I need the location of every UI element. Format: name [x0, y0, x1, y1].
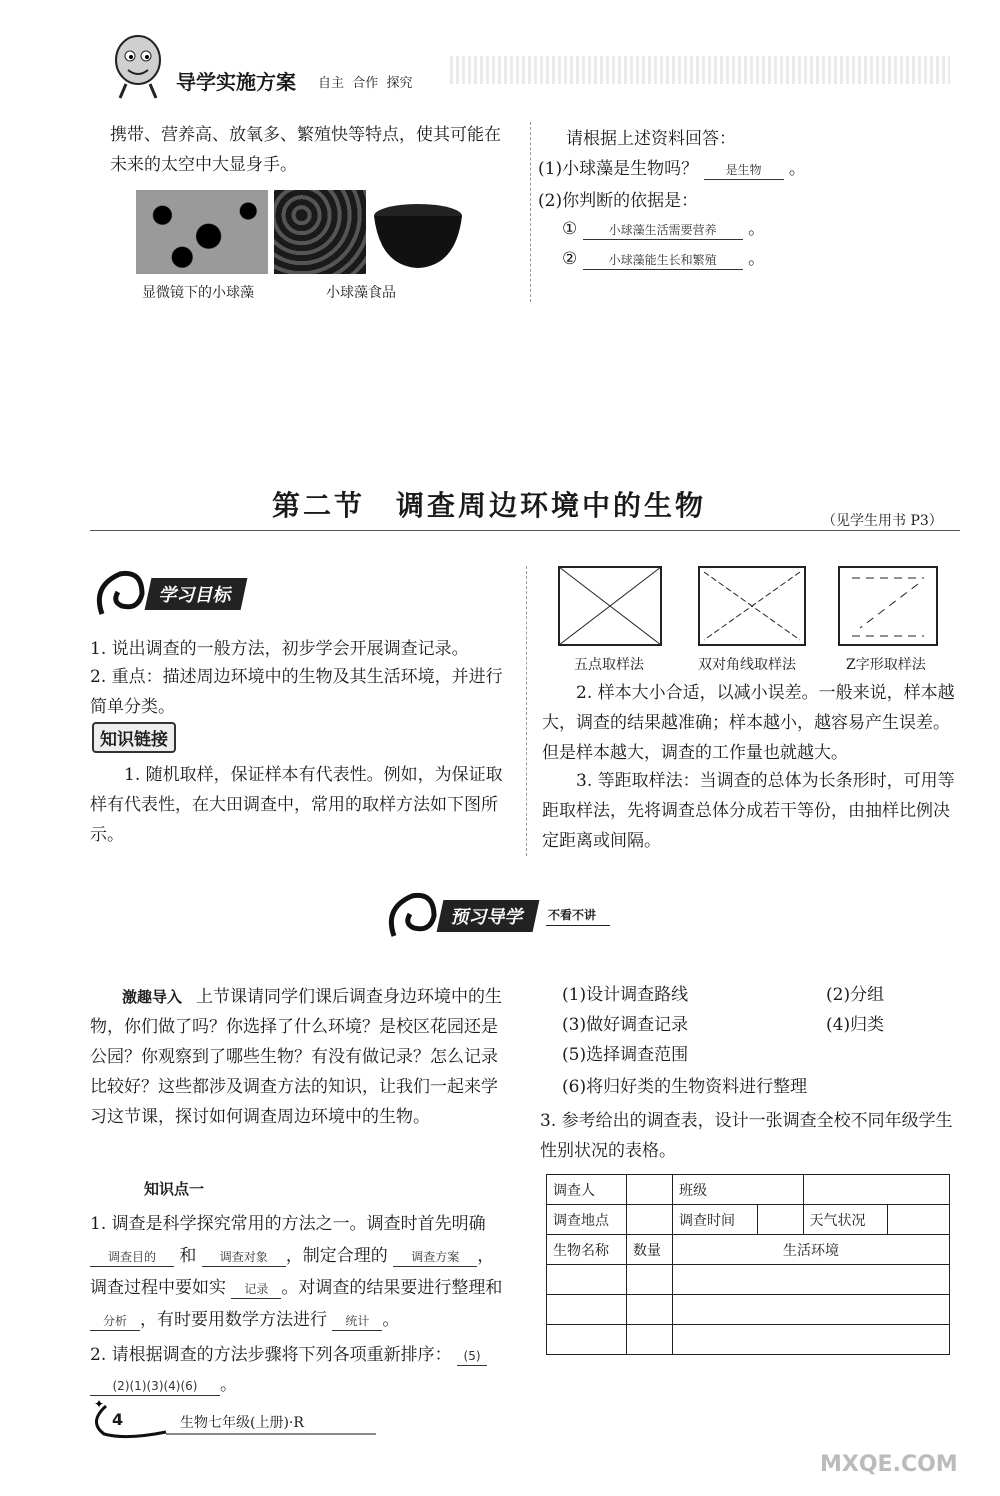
table-cell	[627, 1295, 673, 1325]
diagram-label-3: Z字形取样法	[846, 657, 926, 673]
preview-banner	[384, 888, 610, 944]
table-cell	[888, 1205, 950, 1235]
caption-microscope: 显微镜下的小球藻	[142, 285, 254, 301]
swirl-icon	[92, 566, 148, 622]
reason-2	[562, 244, 765, 274]
table-row	[547, 1175, 950, 1205]
double-diagonal-diagram	[698, 566, 806, 646]
table-cell	[673, 1265, 950, 1295]
kp1-q1-a: 1. 调查是科学探究常用的方法之一。调查时首先明确	[90, 1214, 486, 1234]
table-cell: 调查时间	[673, 1205, 758, 1235]
step-2: (2)分组	[826, 985, 885, 1005]
kp1-blank-6: 统计	[332, 1312, 382, 1331]
svg-text:✦: ✦	[94, 1400, 105, 1411]
q2-label: (2)你判断的依据是：	[538, 191, 699, 211]
table-cell	[757, 1205, 803, 1235]
section-title: 第二节 调查周边环境中的生物	[272, 489, 707, 522]
reason-1-period: 。	[748, 219, 766, 239]
goals-banner-text: 学习目标	[145, 578, 248, 610]
question-3: 3. 参考给出的调查表，设计一张调查全校不同年级学生性别状况的表格。	[540, 1111, 953, 1161]
table-cell: 班级	[673, 1175, 804, 1205]
header-subtitle: 自主 合作 探究	[318, 76, 413, 91]
table-cell	[627, 1205, 673, 1235]
table-row	[547, 1265, 950, 1295]
table-cell	[547, 1265, 627, 1295]
kp1-end: 。	[220, 1375, 237, 1395]
kp1-q1-d: 。对调查的结果要进行整理和	[281, 1278, 503, 1298]
header-stripe	[450, 56, 950, 84]
reason-1-num: ①	[562, 219, 578, 239]
table-cell	[627, 1325, 673, 1355]
step-5: (5)选择调查范围	[562, 1045, 689, 1065]
algae-food-photo	[274, 190, 366, 274]
five-point-diagram	[558, 566, 662, 646]
sample-size-paragraph: 2. 样本大小合适，以减小误差。一般来说，样本越大，调查的结果越准确；样本越小，越容易产生误差。但是样本越大，调查的工作量也就越大。	[542, 683, 955, 763]
intro-label: 激趣导入	[122, 988, 183, 1006]
z-shape-diagram	[838, 566, 938, 646]
q1-line	[538, 154, 806, 184]
kp1-blank-3: 调查方案	[393, 1248, 477, 1267]
preview-banner-text: 预习导学	[437, 900, 540, 932]
header-title: 导学实施方案	[176, 70, 296, 94]
kp1-label: 知识点一	[144, 1180, 205, 1198]
table-cell	[547, 1325, 627, 1355]
kp1-blank-1: 调查目的	[90, 1248, 174, 1267]
kp1-blank-4: 记录	[231, 1280, 281, 1299]
kp1-and: 和	[179, 1246, 197, 1266]
step-1: (1)设计调查路线	[562, 985, 689, 1005]
reason-2-answer: 小球藻能生长和繁殖	[583, 251, 743, 270]
table-row	[547, 1205, 950, 1235]
kp1-q1-f: 。	[382, 1310, 400, 1330]
table-cell: 调查人	[547, 1175, 627, 1205]
kp1-order-a: (5)	[457, 1347, 487, 1366]
right-column-divider	[526, 566, 527, 856]
page-number: 4	[112, 1410, 124, 1429]
title-rule	[90, 530, 960, 531]
column-divider	[530, 122, 531, 302]
knowledge-link-tag: 知识链接	[92, 722, 176, 753]
table-row	[547, 1235, 950, 1265]
caption-food: 小球藻食品	[326, 285, 396, 301]
intro-block	[90, 982, 510, 1132]
equidistant-paragraph: 3. 等距取样法：当调查的总体为长条形时，可用等距取样法，先将调查总体分成若干等份，由抽样比例决定距离或间隔。	[542, 771, 955, 851]
table-cell	[673, 1295, 950, 1325]
step-6: (6)将归好类的生物资料进行整理	[562, 1077, 808, 1097]
table-cell	[803, 1175, 950, 1205]
q1-label: (1)小球藻是生物吗？	[538, 159, 699, 179]
table-cell: 生活环境	[673, 1235, 950, 1265]
table-row	[547, 1325, 950, 1355]
step-4: (4)归类	[826, 1015, 885, 1035]
goals-banner	[92, 566, 244, 622]
table-cell	[547, 1295, 627, 1325]
survey-table	[546, 1174, 950, 1355]
kp1-q1-e: ，有时要用数学方法进行	[140, 1310, 327, 1330]
food-bowl-icon	[370, 198, 466, 274]
kp1-q1-c: ，调查过程中要如实	[90, 1246, 495, 1298]
step-3: (3)做好调查记录	[562, 1015, 689, 1035]
reason-1-answer: 小球藻生活需要营养	[583, 221, 743, 240]
microscope-photo	[136, 190, 268, 274]
table-cell	[673, 1325, 950, 1355]
reason-2-num: ②	[562, 249, 578, 269]
table-cell: 天气状况	[803, 1205, 888, 1235]
table-cell	[627, 1175, 673, 1205]
watermark: MXQE.COM	[820, 1452, 958, 1477]
preview-banner-sub: 不看不讲	[546, 906, 610, 926]
kp1-blank-5: 分析	[90, 1312, 140, 1331]
q1-period: 。	[788, 159, 806, 179]
top-left-paragraph: 携带、营养高、放氧多、繁殖快等特点，使其可能在未来的太空中大显身手。	[110, 125, 501, 175]
table-cell: 数量	[627, 1235, 673, 1265]
kp1-q2-text: 2. 请根据调查的方法步骤将下列各项重新排序：	[90, 1345, 452, 1365]
q1-answer: 是生物	[704, 161, 784, 180]
sampling-paragraph: 1. 随机取样，保证样本有代表性。例如，为保证取样有代表性，在大田调查中，常用的取样方法如下图所示。	[90, 765, 503, 845]
mascot-icon	[108, 30, 168, 102]
kp1-order-b: (2)(1)(3)(4)(6)	[90, 1377, 220, 1396]
top-right-intro: 请根据上述资料回答：	[566, 129, 736, 149]
table-cell: 调查地点	[547, 1205, 627, 1235]
goal-1: 1. 说出调查的一般方法，初步学会开展调查记录。	[90, 639, 469, 659]
table-row	[547, 1295, 950, 1325]
intro-text: 上节课请同学们课后调查身边环境中的生物，你们做了吗？你选择了什么环境？是校区花园还是公园？你观察到了哪些生物？有没有做记录？怎么记录比较好？这些都涉及调查方法的知识，让我们一起来学习这节课，探讨如何调查周边环境中的生物。	[90, 987, 503, 1127]
kp1-blank-2: 调查对象	[202, 1248, 286, 1267]
diagram-label-2: 双对角线取样法	[698, 657, 796, 673]
kp1-q2	[90, 1340, 510, 1400]
section-ref: （见学生用书 P3）	[822, 513, 943, 529]
kp1-q1-b: ，制定合理的	[285, 1246, 388, 1266]
kp1-q1	[90, 1208, 510, 1336]
diagram-label-1: 五点取样法	[574, 657, 644, 673]
reason-1	[562, 214, 765, 244]
footer-book: 生物七年级(上册)·R	[180, 1415, 304, 1431]
goal-2: 2. 重点：描述周边环境中的生物及其生活环境，并进行简单分类。	[90, 667, 503, 717]
reason-2-period: 。	[748, 249, 766, 269]
swirl-icon	[384, 888, 440, 944]
table-cell	[627, 1265, 673, 1295]
table-cell: 生物名称	[547, 1235, 627, 1265]
